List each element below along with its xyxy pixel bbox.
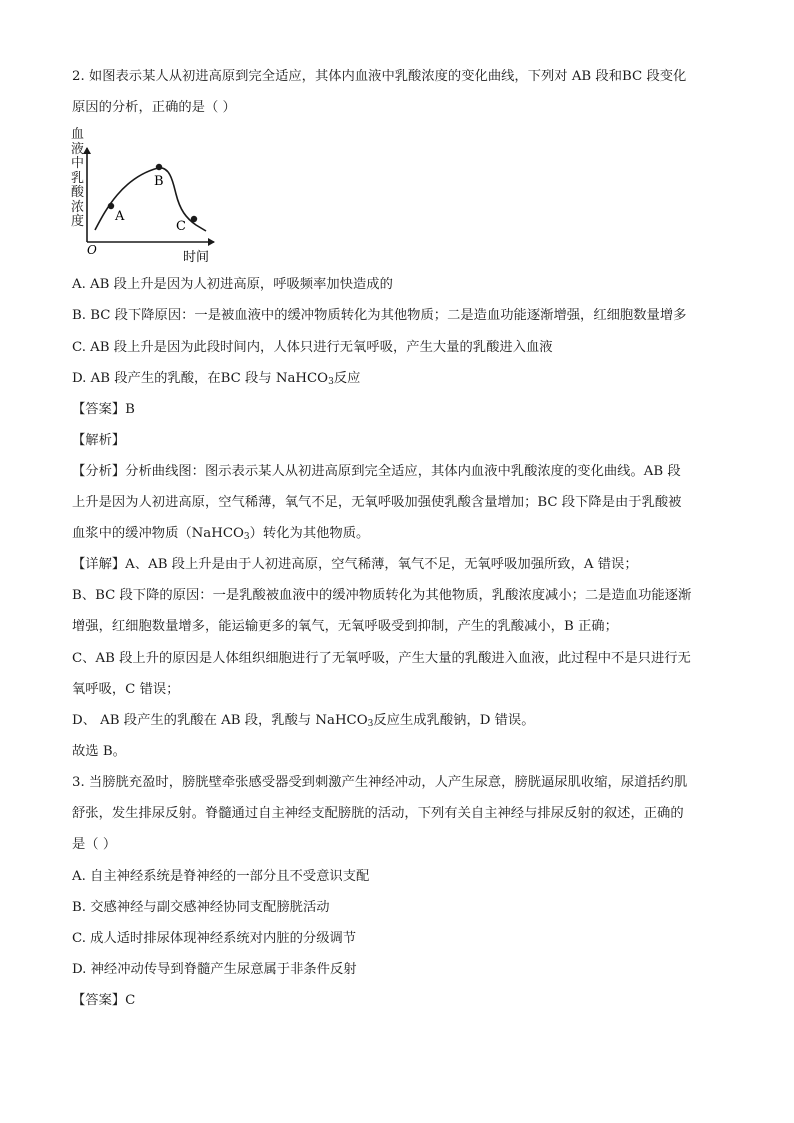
q2-analysis-line-1: 【分析】分析曲线图：图示表示某人从初进高原到完全适应，其体内血液中乳酸浓度的变化曲线。AB 段 xyxy=(72,464,681,479)
q2-analysis-line-3: 血浆中的缓冲物质（NaHCO$_3$）转化为其他物质。 xyxy=(72,526,370,542)
q2-option-b: B. BC 段下降原因：一是被血液中的缓冲物质转化为其他物质；二是造血功能逐渐增强，红细胞数量增多 xyxy=(72,308,687,323)
q2-stem-line-2: 原因的分析，正确的是（ ） xyxy=(72,100,236,115)
q3-option-b: B. 交感神经与副交感神经协同支配膀胱活动 xyxy=(72,900,330,915)
point-c xyxy=(191,216,197,222)
q2-detail-line-5: 氧呼吸，C 错误； xyxy=(72,682,180,697)
q2-analysis-heading: 【解析】 xyxy=(72,433,126,448)
q2-detail-line-4: C、AB 段上升的原因是人体组织细胞进行了无氧呼吸，产生大量的乳酸进入血液，此过程中不是只进行无 xyxy=(72,651,691,666)
y-axis-label: 血液中乳酸浓度 xyxy=(71,127,85,229)
point-b xyxy=(156,164,162,170)
origin-label: O xyxy=(87,243,97,257)
q2-option-a: A. AB 段上升是因为人初进高原，呼吸频率加快造成的 xyxy=(72,277,393,292)
q2-detail-line-6: D、 AB 段产生的乳酸在 AB 段，乳酸与 NaHCO$_3$反应生成乳酸钠，D 错误。 xyxy=(72,713,535,729)
q2-option-c: C. AB 段上升是因为此段时间内，人体只进行无氧呼吸，产生大量的乳酸进入血液 xyxy=(72,340,553,355)
q2-stem-line-1: 2. 如图表示某人从初进高原到完全适应，其体内血液中乳酸浓度的变化曲线，下列对 AB 段和BC 段变化 xyxy=(72,69,687,84)
q3-stem-line-1: 3. 当膀胱充盈时，膀胱壁牵张感受器受到刺激产生神经冲动，人产生尿意，膀胱逼尿肌收缩，尿道括约肌 xyxy=(72,775,688,790)
q3-option-a: A. 自主神经系统是脊神经的一部分且不受意识支配 xyxy=(72,869,370,884)
q2-conclusion: 故选 B。 xyxy=(72,744,126,759)
q2-detail-line-3: 增强，红细胞数量增多，能运输更多的氧气，无氧呼吸受到抑制，产生的乳酸减小，B 正确； xyxy=(72,619,618,634)
q2-detail-line-2: B、BC 段下降的原因：一是乳酸被血液中的缓冲物质转化为其他物质，乳酸浓度减小；二是造血功能逐渐 xyxy=(72,588,692,603)
lactate-curve xyxy=(95,168,206,231)
q3-option-d: D. 神经冲动传导到脊髓产生尿意属于非条件反射 xyxy=(72,962,357,977)
point-a xyxy=(108,203,114,209)
q2-answer: 【答案】B xyxy=(72,402,135,417)
q3-answer: 【答案】C xyxy=(72,993,136,1008)
x-axis-label: 时间 xyxy=(183,250,210,265)
point-b-label: B xyxy=(154,174,164,189)
q3-option-c: C. 成人适时排尿体现神经系统对内脏的分级调节 xyxy=(72,931,357,946)
q3-stem-line-2: 舒张，发生排尿反射。脊髓通过自主神经支配膀胱的活动，下列有关自主神经与排尿反射的叙述，正确的 xyxy=(72,806,684,821)
q2-option-d: D. AB 段产生的乳酸，在BC 段与 NaHCO$_3$反应 xyxy=(72,371,361,387)
q2-figure xyxy=(66,128,216,268)
point-a-label: A xyxy=(115,209,125,224)
q2-analysis-line-2: 上升是因为人初进高原，空气稀薄，氧气不足，无氧呼吸加强使乳酸含量增加；BC 段下降是由于乳酸被 xyxy=(72,495,682,510)
q3-stem-line-3: 是（ ） xyxy=(72,837,117,852)
q2-detail-line-1: 【详解】A、AB 段上升是由于人初进高原，空气稀薄，氧气不足，无氧呼吸加强所致，A 错误； xyxy=(72,557,638,572)
point-c-label: C xyxy=(176,219,186,234)
lactate-curve-graph xyxy=(66,128,216,268)
